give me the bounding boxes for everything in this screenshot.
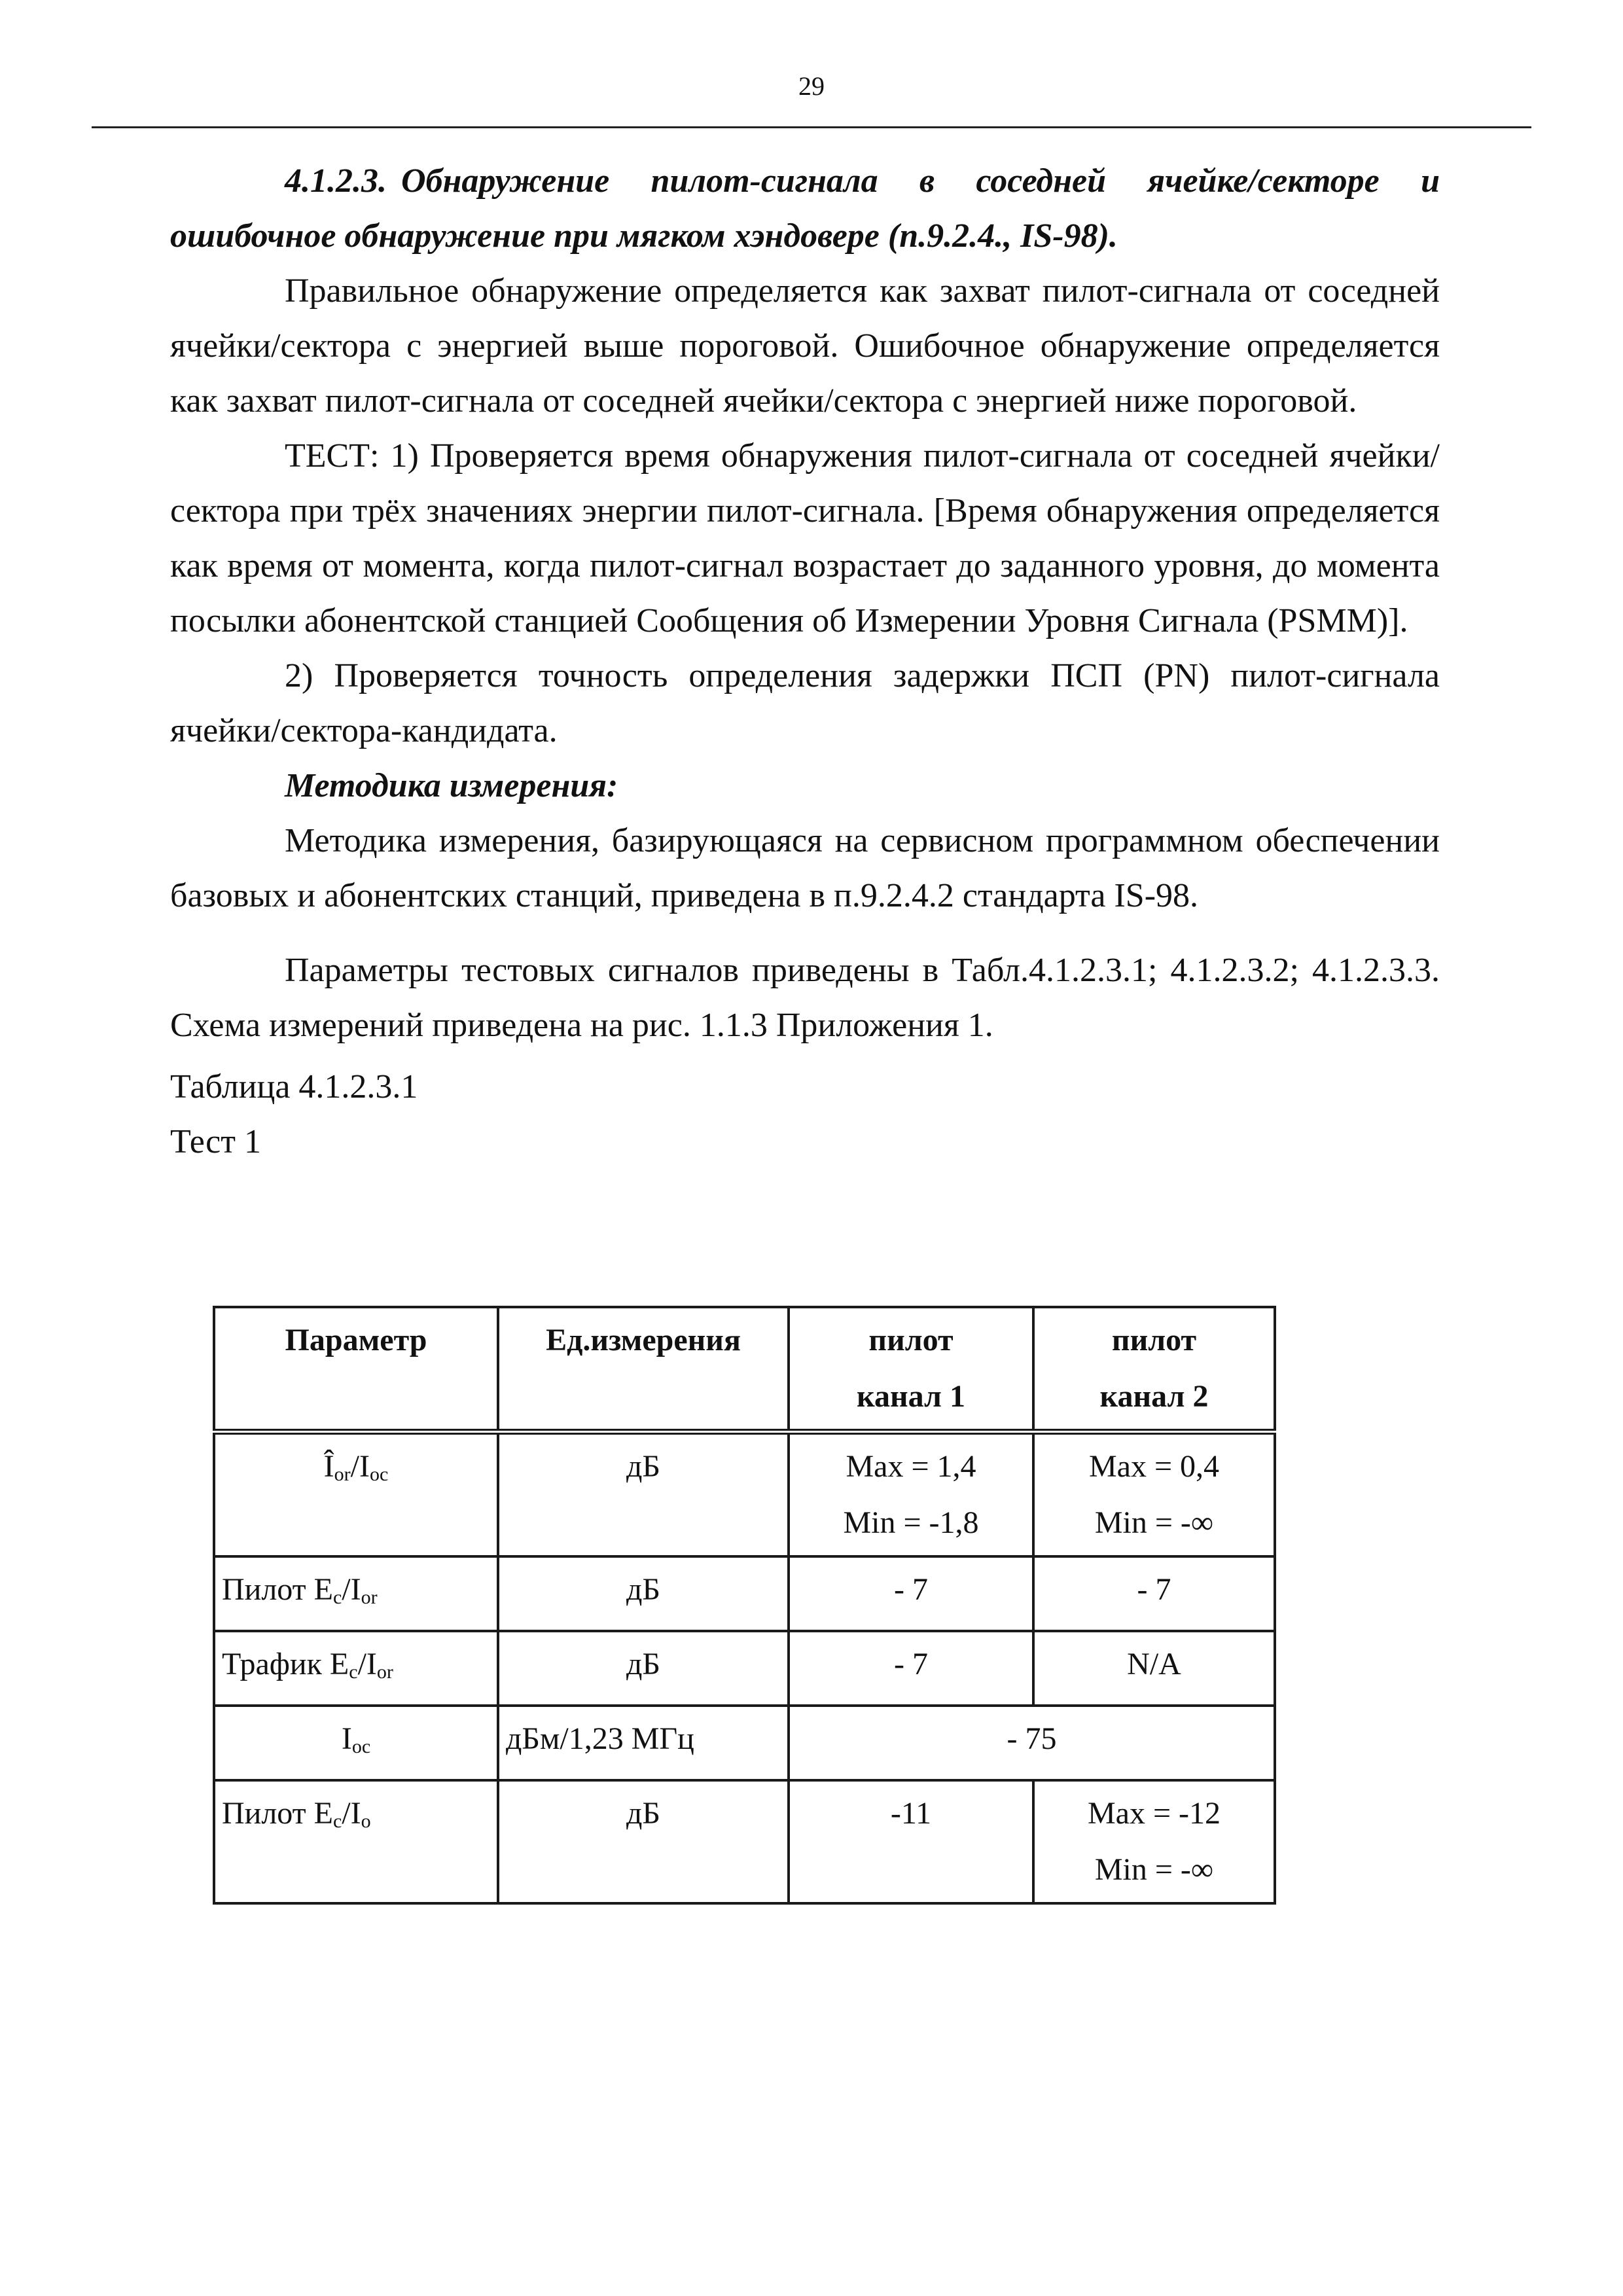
table-row [214,1631,1275,1706]
row3-param: Трафик $E_c/I_{or}$ [214,1631,498,1706]
test-parameters-table [213,1306,1276,1905]
paragraph-test-2: 2) Проверяется точность определения задержки ПСП (PN) пилот-сигнала ячейки/сектора-кандидата. [170,657,1440,749]
row3-channel-2: N/A [1033,1631,1275,1706]
header-channel-2 [1033,1307,1275,1432]
row2-unit: дБ [498,1556,789,1631]
table-caption: Тест 1 [170,1123,261,1160]
row5-unit: дБ [498,1780,789,1903]
paragraph-params: Параметры тестовых сигналов приведены в Табл.4.1.2.3.1; 4.1.2.3.2; 4.1.2.3.3. Схема измерений приведена на рис. 1.1.3 Приложения 1. [170,952,1440,1044]
header-channel-1-line2: канал 1 [857,1379,965,1414]
paragraph-test-1: ТЕСТ: 1) Проверяется время обнаружения пилот-сигнала от соседней ячейки/сектора при трёх значениях энергии пилот-сигнала. [Время обнаружения определяется как время от момента, когда пилот-сигнал возрастает до заданного уровня, до момента посылки абонентской станцией Сообщения об Измерении Уровня Сигнала (PSMM)]. [170,437,1440,639]
row5-param: Пилот $E_c/I_o$ [214,1780,498,1903]
header-param: Параметр [214,1307,498,1432]
table-label: Таблица 4.1.2.3.1 [170,1068,418,1105]
row1-channel-1: Max = 1,4 Min = -1,8 [789,1432,1033,1557]
page-content [170,154,1440,1170]
header-unit: Ед.измерения [498,1307,789,1432]
row3-channel-1: - 7 [789,1631,1033,1706]
header-rule [92,126,1531,128]
table-row [214,1780,1275,1903]
row2-param: Пилот $E_c/I_{or}$ [214,1556,498,1631]
row4-unit: дБм/1,23 МГц [498,1706,789,1780]
row3-unit: дБ [498,1631,789,1706]
row5-channel-1: -11 [789,1780,1033,1903]
method-heading: Методика измерения: [285,767,618,804]
header-channel-1 [789,1307,1033,1432]
row1-param: $Î_{or}/I_{oc}$ [214,1432,498,1557]
row4-param: $I_{oc}$ [214,1706,498,1780]
table-row [214,1556,1275,1631]
section-number: 4.1.2.3. [285,162,387,200]
section-heading [170,154,1440,264]
row2-channel-2: - 7 [1033,1556,1275,1631]
header-channel-2-line2: канал 2 [1099,1379,1209,1414]
table-row [214,1706,1275,1780]
row4-merged-value: - 75 [789,1706,1275,1780]
header-channel-1-line1: пилот [868,1323,954,1357]
row1-unit: дБ [498,1432,789,1557]
table-row [214,1432,1275,1557]
page-number: 29 [798,71,825,101]
paragraph-method: Методика измерения, базирующаяся на сервисном программном обеспечении базовых и абонентских станций, приведена в п.9.2.4.2 стандарта IS-98. [170,822,1440,914]
table-header-row [214,1307,1275,1432]
row5-channel-2: Max = -12 Min = -∞ [1033,1780,1275,1903]
paragraph-definition: Правильное обнаружение определяется как захват пилот-сигнала от соседней ячейки/сектора с энергией выше пороговой. Ошибочное обнаружение определяется как захват пилот-сигнала от соседней ячейки/сектора с энергией ниже пороговой. [170,272,1440,420]
header-channel-2-line1: пилот [1111,1323,1197,1357]
row2-channel-1: - 7 [789,1556,1033,1631]
row1-channel-2: Max = 0,4 Min = -∞ [1033,1432,1275,1557]
section-title: Обнаружение пилот-сигнала в соседней ячейке/секторе и ошибочное обнаружение при мягком хэндовере (п.9.2.4., IS-98). [170,162,1440,255]
